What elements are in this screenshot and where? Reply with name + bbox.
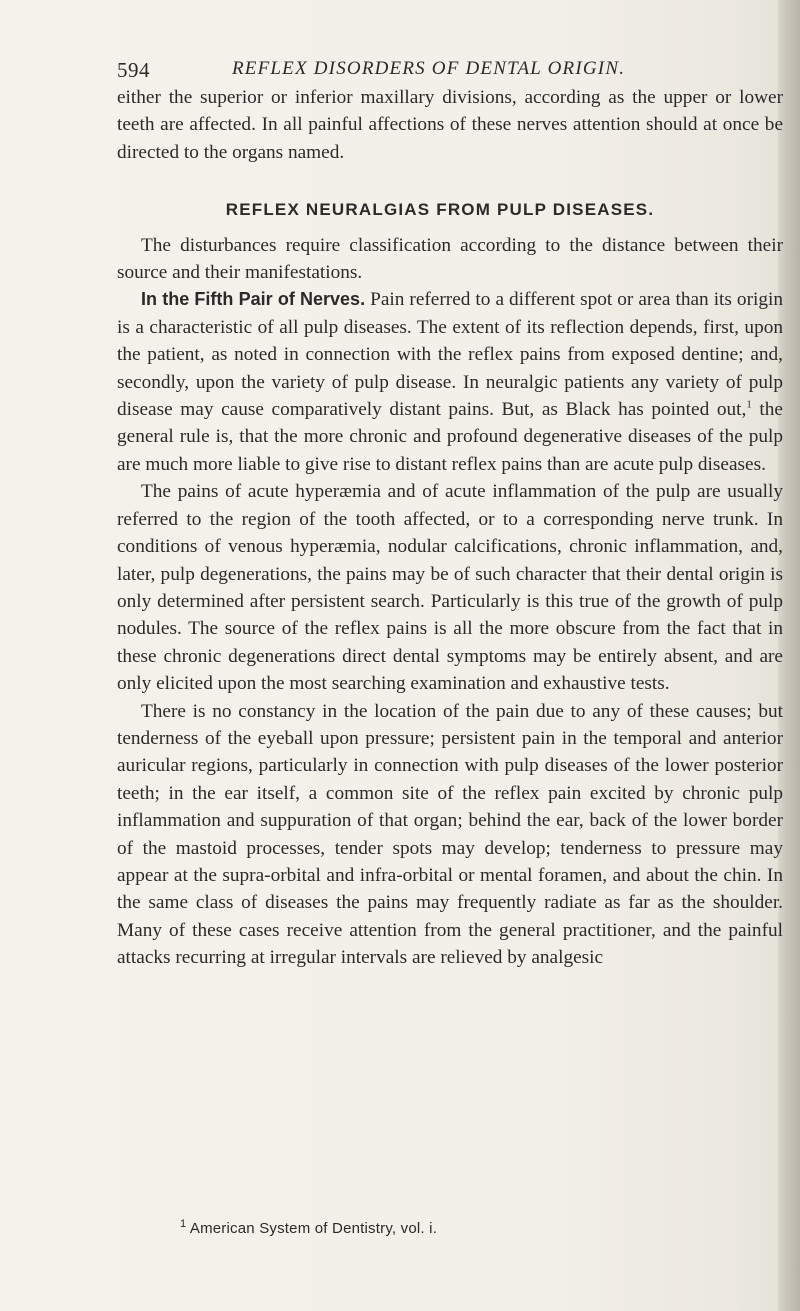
paragraph-text: Pain referred to a different spot or area than its origin is a characteristic of all pulp diseases. The extent of its reflection depends, first, upon the patient, as noted in connection with the reflex pains from exposed dentine; and, secondly, upon the variety of pulp disease. In neuralgic patients any variety of pulp disease may cause comparatively distant pains. But, as Black has pointed out, <box>117 289 783 421</box>
running-head: REFLEX DISORDERS OF DENTAL ORIGIN. <box>232 58 626 79</box>
footnote-text: American System of Dentistry, vol. i. <box>186 1220 438 1237</box>
paragraph-continued: either the superior or inferior maxillary divisions, according as the upper or lower teeth are affected. In all painful affections of these nerves attention should at once be directed to the organs named. <box>117 87 783 163</box>
subheading-fifth-pair: In the Fifth Pair of Nerves. <box>141 289 366 310</box>
section-heading: REFLEX NEURALGIAS FROM PULP DISEASES. <box>225 200 655 220</box>
page-header <box>117 58 777 82</box>
paragraph-fifth-pair <box>117 286 783 478</box>
paragraph-text-end: the general rule is, that the more chronic and profound degenerative diseases of the pulp are much more liable to give rise to distant reflex pains than are acute pulp diseases. <box>117 399 783 475</box>
footnote <box>180 1220 437 1237</box>
page-number: 594 <box>117 58 150 82</box>
body-text <box>117 84 783 972</box>
footnote-reference: 1 <box>746 398 752 411</box>
footnote-marker: 1 <box>180 1218 187 1230</box>
paragraph: There is no constancy in the location of the pain due to any of these causes; but tenderness of the eyeball upon pressure; persistent pain in the temporal and anterior auricular regions, particularly in connection with pulp diseases of the lower posterior teeth; in the ear itself, a common site of the reflex pain excited by chronic pulp inflammation and suppuration of that organ; behind the ear, back of the lower border of the mastoid processes, tender spots may develop; tenderness to pressure may appear at the supra-orbital and infra-orbital or mental foramen, and about the chin. In the same class of diseases the pains may frequently radiate as far as the shoulder. Many of these cases receive attention from the general practitioner, and the painful attacks recurring at irregular intervals are relieved by analgesic <box>117 700 783 969</box>
paragraph: The disturbances require classification according to the distance between their source and their manifestations. <box>117 234 783 284</box>
paragraph: The pains of acute hyperæmia and of acute inflammation of the pulp are usually referred to the region of the tooth affected, or to a corresponding nerve trunk. In conditions of venous hyperæmia, nodular calcifications, chronic inflammation, and, later, pulp degenerations, the pains may be of such character that their dental origin is only determined after persistent search. Particularly is this true of the growth of pulp nodules. The source of the reflex pains is all the more obscure from the fact that in these chronic degenerations direct dental symptoms may be entirely absent, and are only elicited upon the most searching examination and exhaustive tests. <box>117 481 783 695</box>
